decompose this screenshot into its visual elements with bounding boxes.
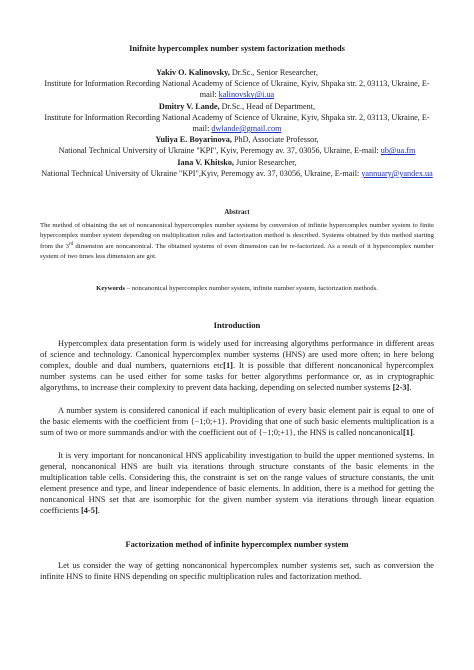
- paragraph-text: . Providing that one of such basic elements multiplication is a sum of two or more summands and/or with the coefficient out of: [40, 417, 434, 438]
- citation: [2-3]: [392, 383, 410, 393]
- author-role: Junior Researcher,: [233, 157, 297, 167]
- abstract-superscript: rd: [69, 242, 74, 248]
- paragraph: [40, 338, 434, 393]
- author-block: [40, 67, 434, 179]
- formula-set: {−1;0;+1}: [190, 417, 226, 427]
- abstract-text-part: dimension are noncanonical. The obtained systems of even dimension can be re-factorized. As a result of it hypercomplex number system of two times less dimension are got.: [40, 243, 435, 261]
- author-entry: [40, 101, 434, 135]
- author-entry: [40, 157, 434, 179]
- paragraph-text: It is very important for noncanonical HNS applicability investigation to build the upper mentioned systems. In general, noncanonical HNS are built via iterations through structure constants of the basic elements in the multiplication table cells. Considering this, the constraint is set on the range values of structure constants, the unit element presence and type, and linear independence of basic elements. In addition, there is a method for getting the noncanonical HNS set that are isomorphic for the given number system via iterations through linear equation coefficients: [40, 451, 434, 516]
- author-role: Dr.Sc., Head of Department,: [219, 101, 316, 111]
- author-affiliation: National Technical University of Ukraine "KPI", Kyiv, Peremogy av. 37, 03056, Ukraine, E-mail:: [58, 146, 381, 156]
- citation: [1]: [402, 428, 413, 438]
- paragraph-text: , the HNS is called noncanonical: [293, 428, 403, 438]
- author-email-link[interactable]: kalinovsky@i.ua: [218, 90, 275, 100]
- author-affiliation: Institute for Information Recording National Academy of Science of Ukraine, Kyiv, Shpaka str. 2, 03113, Ukraine, E-mail:: [44, 79, 430, 100]
- paragraph-text: A number system is considered canonical if each multiplication of every basic element pair is equal to one of the basic elements with the coefficient from: [40, 406, 434, 427]
- author-affiliation: Institute for Information Recording National Academy of Science of Ukraine, Kyiv, Shpaka str. 2, 03113, Ukraine, E-mail:: [44, 112, 430, 134]
- paragraph-text: .: [409, 383, 412, 393]
- abstract-heading: Abstract: [224, 209, 250, 216]
- author-name: Iana V. Khitsko,: [177, 157, 234, 167]
- author-entry: [40, 134, 434, 156]
- paper-title: Inifnite hypercomplex number system factorization methods: [129, 44, 345, 53]
- paragraph: [40, 450, 434, 517]
- abstract-text: [40, 221, 434, 262]
- paragraph-text: . It is possible that different noncanonical hypercomplex number systems can be used either for some tasks for better algorythms performance or, as in cryptographic algorythms, to increase their complexity to prevent data hacking, depending on selected number systems: [40, 361, 434, 393]
- author-role: Dr.Sc., Senior Researcher,: [229, 68, 318, 77]
- author-name: Dmitry V. Lande,: [158, 101, 220, 111]
- author-affiliation: National Technical University of Ukraine "KPI",Kyiv, Peremogy av. 37, 03056, Ukraine, E-mail:: [41, 168, 362, 178]
- section-heading-factorization: Factorization method of infinite hypercomplex number system: [125, 540, 349, 549]
- paragraph: Let us consider the way of getting noncanonical hypercomplex number systems set, such as conversion the infinite HNS to finite HNS depending on specific multiplication rules and factorization method.: [40, 561, 434, 582]
- section-heading-introduction: Introduction: [213, 320, 261, 330]
- citation: [1]: [223, 361, 233, 371]
- paragraph-text: .: [97, 506, 100, 516]
- author-name: Yuliya E. Boyarinova,: [155, 135, 232, 145]
- author-entry: [40, 67, 434, 101]
- author-email-link[interactable]: ub@ua.fm: [380, 146, 416, 156]
- author-name: Yakiv O. Kalinovsky,: [156, 68, 230, 77]
- author-email-link[interactable]: dwlande@gmail.com: [211, 124, 282, 134]
- paragraph-text: .: [412, 428, 415, 438]
- paragraph: [40, 405, 434, 438]
- keywords-label: Keywords: [96, 285, 126, 292]
- author-role: PhD, Associate Professor,: [231, 135, 319, 145]
- keywords-text: – noncanonical hypercomplex number system, infinite number system, factorization methods.: [125, 285, 378, 292]
- author-email-link[interactable]: yannuary@yandex.ua: [361, 168, 433, 178]
- citation: [4-5]: [81, 506, 98, 516]
- paragraph-text: Hypercomplex data presentation form is widely used for increasing algorythms performance in different areas of science and technology. Canonical hypercomplex number systems (HNS) are used more often; in here belong complex, double and dual numbers, quaternions etc: [40, 339, 434, 371]
- abstract-text-part: The method of obtaining the set of noncanonical hypercomplex number systems by conversion of infinite hypercomplex number system to finite hypercomplex number system depending on multiplication rules and factorization method is described. Systems obtained by this method starting from the 3: [40, 222, 434, 251]
- keywords-line: [40, 285, 434, 292]
- formula-set: {−1;0;+1}: [258, 428, 294, 438]
